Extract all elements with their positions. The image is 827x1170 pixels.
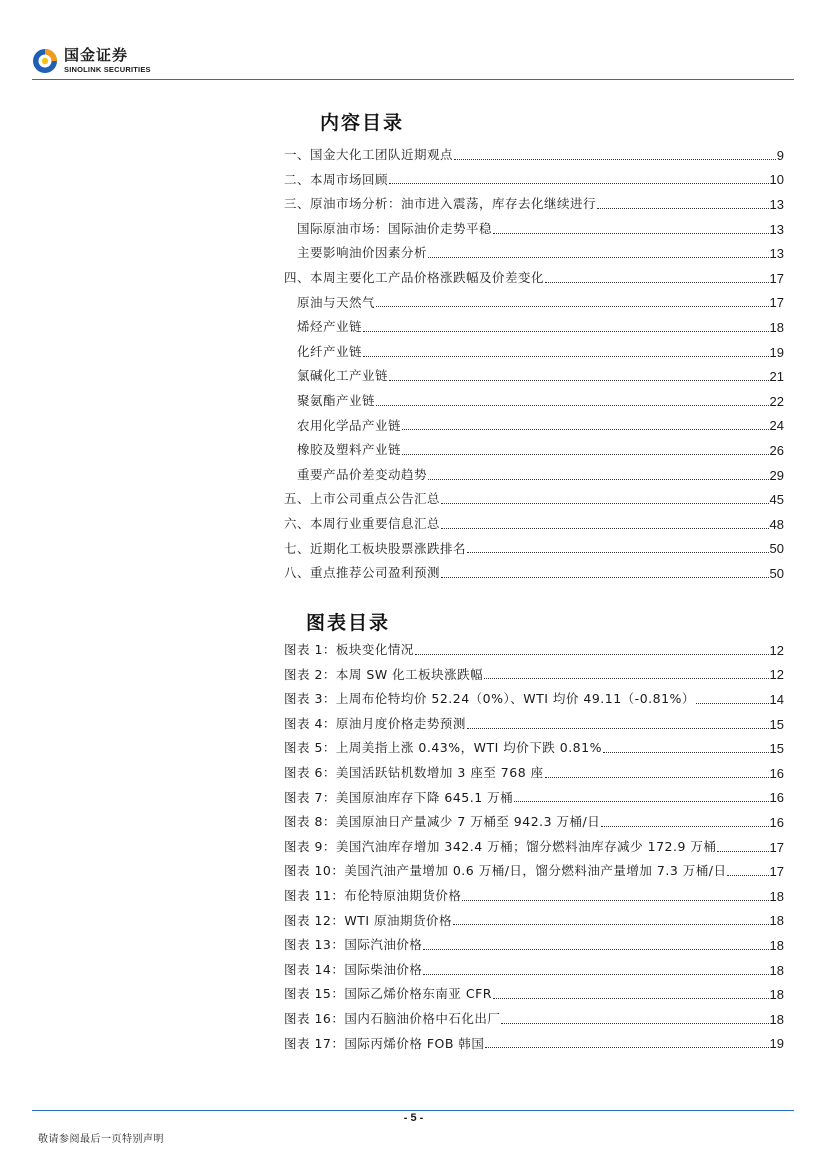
toc-entry[interactable]	[284, 315, 784, 340]
dot-leader	[514, 801, 768, 802]
toc-entry[interactable]	[284, 266, 784, 291]
dot-leader	[727, 875, 768, 876]
toc-entry-page-number: 17	[769, 270, 784, 286]
dot-leader	[453, 924, 768, 925]
toc-entry[interactable]	[284, 168, 784, 193]
toc-entry[interactable]	[284, 463, 784, 488]
header-divider	[32, 79, 794, 80]
figure-entry[interactable]	[284, 663, 784, 688]
figure-entry-label: 图表 16：国内石脑油价格中石化出厂	[284, 1010, 501, 1026]
toc-entry-page-number: 45	[769, 492, 784, 508]
toc-entry-label: 烯烃产业链	[297, 319, 363, 335]
figure-entry-label: 图表 4：原油月度价格走势预测	[284, 715, 466, 731]
dot-leader	[501, 1023, 768, 1024]
toc-entry[interactable]	[284, 291, 784, 316]
logo-text	[64, 48, 151, 74]
toc-entry-label: 重要产品价差变动趋势	[297, 466, 428, 482]
toc-entry-page-number: 13	[769, 221, 784, 237]
figure-entry-page-number: 12	[769, 642, 784, 658]
toc-entry-label: 四、本周主要化工产品价格涨跌幅及价差变化	[284, 270, 545, 286]
dot-leader	[603, 752, 769, 753]
toc-entry-page-number: 10	[769, 172, 784, 188]
figure-entry[interactable]	[284, 736, 784, 761]
figure-entry-label: 图表 14：国际柴油价格	[284, 961, 423, 977]
toc-entry[interactable]	[284, 414, 784, 439]
figure-entry[interactable]	[284, 835, 784, 860]
toc-title: 内容目录	[320, 112, 405, 134]
figure-entry-label: 图表 13：国际汽油价格	[284, 937, 423, 953]
dot-leader	[467, 552, 769, 553]
dot-leader	[415, 654, 769, 655]
toc-entry[interactable]	[284, 512, 784, 537]
toc-entry-page-number: 18	[769, 319, 784, 335]
figure-entry-label: 图表 12：WTI 原油期货价格	[284, 912, 453, 928]
figure-entry-page-number: 19	[769, 1036, 784, 1052]
dot-leader	[376, 405, 769, 406]
figure-entry[interactable]	[284, 884, 784, 909]
figure-entry-label: 图表 8：美国原油日产量减少 7 万桶至 942.3 万桶/日	[284, 814, 601, 830]
toc-entry-page-number: 21	[769, 369, 784, 385]
figure-entry-page-number: 18	[769, 937, 784, 953]
figure-entry-page-number: 15	[769, 741, 784, 757]
figure-entry-label: 图表 11：布伦特原油期货价格	[284, 887, 462, 903]
dot-leader	[484, 678, 768, 679]
logo-chinese-name: 国金证券	[64, 46, 129, 65]
toc-entry-label: 五、上市公司重点公告汇总	[284, 491, 441, 507]
dot-leader	[717, 851, 768, 852]
figure-entry-page-number: 17	[769, 839, 784, 855]
figure-entry-label: 图表 3：上周布伦特均价 52.24（0%）、WTI 均价 49.11（-0.81%）	[284, 691, 695, 707]
toc-entry-label: 八、重点推荐公司盈利预测	[284, 565, 441, 581]
toc-entry-page-number: 50	[769, 541, 784, 557]
toc-entry-page-number: 50	[769, 565, 784, 581]
figure-entry[interactable]	[284, 859, 784, 884]
figure-entry-label: 图表 7：美国原油库存下降 645.1 万桶	[284, 789, 514, 805]
dot-leader	[402, 454, 769, 455]
page-number: - 5 -	[403, 1112, 424, 1124]
figure-entry-page-number: 18	[769, 913, 784, 929]
dot-leader	[441, 577, 769, 578]
toc-entry-page-number: 13	[769, 196, 784, 212]
toc-entry[interactable]	[284, 364, 784, 389]
footer-divider	[32, 1110, 794, 1111]
page-header	[0, 0, 827, 82]
figure-entry-page-number: 16	[769, 765, 784, 781]
figure-entry[interactable]	[284, 712, 784, 737]
figure-entry[interactable]	[284, 909, 784, 934]
logo-mark-icon	[32, 48, 58, 74]
dot-leader	[423, 974, 768, 975]
figure-entry[interactable]	[284, 638, 784, 663]
toc-entry-page-number: 24	[769, 418, 784, 434]
figure-entry[interactable]	[284, 786, 784, 811]
dot-leader	[428, 257, 769, 258]
toc-entry-page-number: 19	[769, 344, 784, 360]
figure-entry[interactable]	[284, 687, 784, 712]
figure-entry-page-number: 16	[769, 790, 784, 806]
toc-entry[interactable]	[284, 340, 784, 365]
dot-leader	[363, 331, 769, 332]
toc-entry-page-number: 26	[769, 442, 784, 458]
toc-entry-page-number: 17	[769, 295, 784, 311]
dot-leader	[485, 1047, 768, 1048]
figure-entry-page-number: 12	[769, 667, 784, 683]
figure-entry-label: 图表 10：美国汽油产量增加 0.6 万桶/日，馏分燃料油产量增加 7.3 万桶/日	[284, 863, 727, 879]
dot-leader	[601, 826, 768, 827]
figure-entry-page-number: 18	[769, 888, 784, 904]
toc-entry-label: 二、本周市场回顾	[284, 171, 389, 187]
dot-leader	[402, 429, 769, 430]
dot-leader	[493, 998, 769, 999]
figure-entry-page-number: 17	[769, 864, 784, 880]
dot-leader	[467, 728, 769, 729]
dot-leader	[423, 949, 768, 950]
toc-entry-page-number: 48	[769, 516, 784, 532]
toc-entry-page-number: 9	[776, 147, 784, 163]
figure-entry-label: 图表 2：本周 SW 化工板块涨跌幅	[284, 666, 484, 682]
figure-entry[interactable]	[284, 1007, 784, 1032]
figure-entry[interactable]	[284, 810, 784, 835]
dot-leader	[493, 233, 769, 234]
figure-entry[interactable]	[284, 958, 784, 983]
toc-entry-page-number: 29	[769, 467, 784, 483]
toc-entry-label: 三、原油市场分析：油市进入震荡，库存去化继续进行	[284, 196, 597, 212]
toc-entry-page-number: 22	[769, 393, 784, 409]
figure-entry-label: 图表 6：美国活跃钻机数增加 3 座至 768 座	[284, 765, 544, 781]
logo-english-name: SINOLINK SECURITIES	[64, 65, 151, 75]
toc-entry[interactable]	[284, 217, 784, 242]
figure-entry-label: 图表 5：上周美指上涨 0.43%，WTI 均价下跌 0.81%	[284, 740, 602, 756]
figure-entry[interactable]	[284, 1032, 784, 1057]
toc-entry[interactable]	[284, 487, 784, 512]
toc-entry-label: 氯碱化工产业链	[297, 368, 389, 384]
dot-leader	[363, 356, 769, 357]
figure-entry[interactable]	[284, 982, 784, 1007]
dot-leader	[545, 282, 769, 283]
dot-leader	[545, 777, 769, 778]
toc-entry[interactable]	[284, 143, 784, 168]
toc-entry-label: 一、国金大化工团队近期观点	[284, 147, 454, 163]
figure-entry[interactable]	[284, 761, 784, 786]
toc-list	[284, 143, 784, 586]
toc-entry-label: 主要影响油价因素分析	[297, 245, 428, 261]
figure-list	[284, 638, 784, 1056]
toc-entry[interactable]	[284, 438, 784, 463]
toc-entry[interactable]	[284, 389, 784, 414]
toc-entry[interactable]	[284, 561, 784, 586]
dot-leader	[454, 159, 776, 160]
disclaimer-note: 敬请参阅最后一页特别声明	[38, 1134, 164, 1145]
toc-entry-label: 聚氨酯产业链	[297, 392, 376, 408]
figure-entry-label: 图表 9：美国汽油库存增加 342.4 万桶；馏分燃料油库存减少 172.9 万桶	[284, 838, 717, 854]
dot-leader	[389, 183, 769, 184]
figure-entry-label: 图表 15：国际乙烯价格东南亚 CFR	[284, 986, 492, 1002]
toc-entry-label: 农用化学品产业链	[297, 417, 402, 433]
dot-leader	[441, 503, 769, 504]
dot-leader	[376, 306, 769, 307]
toc-entry[interactable]	[284, 192, 784, 217]
dot-leader	[428, 479, 769, 480]
dot-leader	[462, 900, 768, 901]
toc-entry-label: 国际原油市场：国际油价走势平稳	[297, 220, 493, 236]
figure-entry-page-number: 18	[769, 1011, 784, 1027]
dot-leader	[597, 208, 769, 209]
dot-leader	[389, 380, 769, 381]
figure-entry-page-number: 18	[769, 962, 784, 978]
company-logo	[32, 48, 151, 74]
figure-entry-label: 图表 17：国际丙烯价格 FOB 韩国	[284, 1035, 485, 1051]
figure-entry-page-number: 14	[769, 691, 784, 707]
figure-entry-page-number: 16	[769, 814, 784, 830]
toc-entry-label: 六、本周行业重要信息汇总	[284, 515, 441, 531]
figure-entry-page-number: 15	[769, 716, 784, 732]
toc-entry[interactable]	[284, 241, 784, 266]
dot-leader	[696, 703, 769, 704]
toc-entry-page-number: 13	[769, 246, 784, 262]
figure-entry-label: 图表 1：板块变化情况	[284, 642, 414, 658]
toc-entry-label: 化纤产业链	[297, 343, 363, 359]
toc-entry-label: 原油与天然气	[297, 294, 376, 310]
dot-leader	[441, 528, 769, 529]
figure-list-title: 图表目录	[306, 612, 391, 634]
toc-entry-label: 橡胶及塑料产业链	[297, 442, 402, 458]
toc-entry[interactable]	[284, 537, 784, 562]
toc-entry-label: 七、近期化工板块股票涨跌排名	[284, 540, 467, 556]
figure-entry[interactable]	[284, 933, 784, 958]
figure-entry-page-number: 18	[769, 987, 784, 1003]
